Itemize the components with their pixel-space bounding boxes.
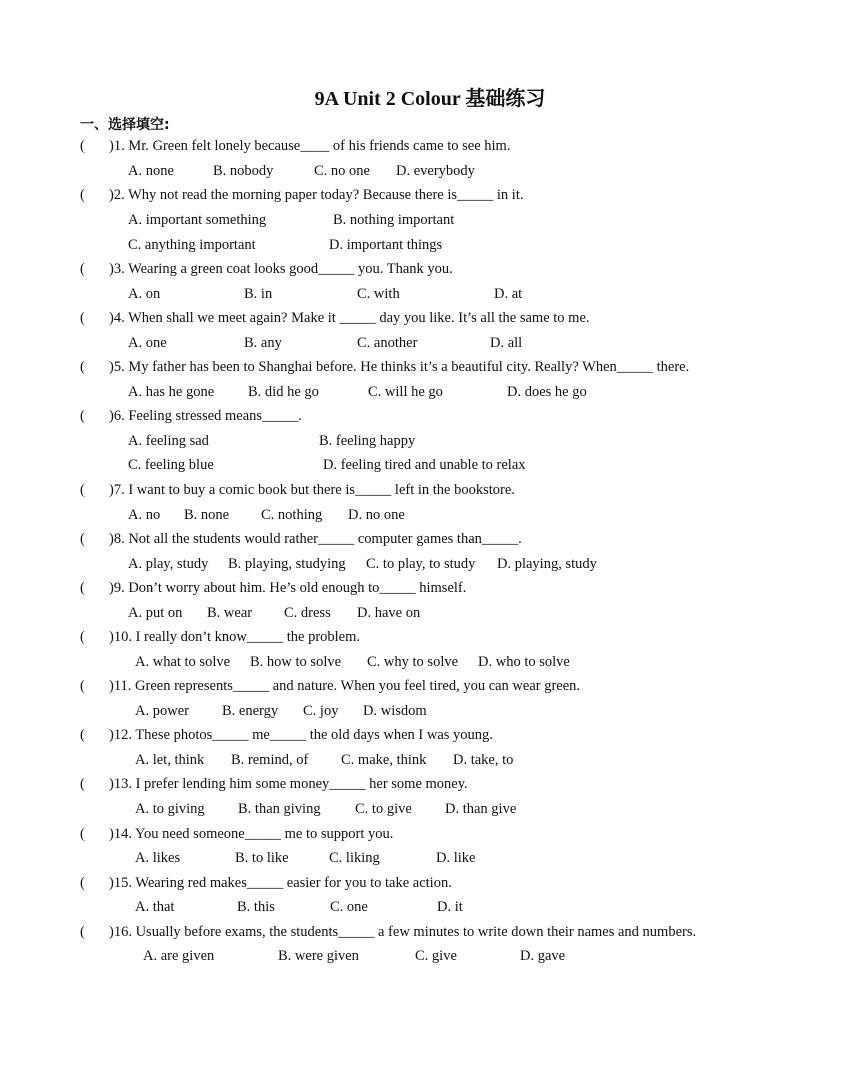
answer-bracket-14: ( — [80, 826, 85, 842]
question-text-5: )5. My father has been to Shanghai before. He thinks it’s a beautiful city. Really? When_____ there. — [109, 359, 690, 375]
question-2-option-d: D. important things — [329, 237, 443, 253]
question-2-option-c: C. anything important — [128, 237, 256, 253]
question-text-3: )3. Wearing a green coat looks good_____ you. Thank you. — [109, 261, 453, 277]
question-text-7: )7. I want to buy a comic book but there is_____ left in the bookstore. — [109, 482, 515, 498]
question-text-2: )2. Why not read the morning paper today? Because there is_____ in it. — [109, 187, 524, 203]
question-12-option-b: B. remind, of — [231, 752, 309, 768]
section-heading: 一、选择填空: — [80, 117, 170, 133]
question-4-option-a: A. one — [128, 335, 167, 351]
question-16-option-a: A. are given — [143, 948, 215, 964]
question-6-option-d: D. feeling tired and unable to relax — [323, 457, 526, 473]
answer-bracket-7: ( — [80, 482, 85, 498]
question-text-16: )16. Usually before exams, the students_____ a few minutes to write down their names and numbers. — [109, 924, 697, 940]
question-14-option-c: C. liking — [329, 850, 380, 866]
question-12-option-c: C. make, think — [341, 752, 427, 768]
question-1-option-d: D. everybody — [396, 163, 475, 179]
question-15-option-b: B. this — [237, 899, 275, 915]
question-12-option-d: D. take, to — [453, 752, 514, 768]
answer-bracket-16: ( — [80, 924, 85, 940]
question-6-option-a: A. feeling sad — [128, 433, 209, 449]
question-15-option-c: C. one — [330, 899, 368, 915]
answer-bracket-13: ( — [80, 776, 85, 792]
question-5-option-c: C. will he go — [368, 384, 443, 400]
question-8-option-a: A. play, study — [128, 556, 209, 572]
question-text-10: )10. I really don’t know_____ the problem. — [109, 629, 361, 645]
question-text-13: )13. I prefer lending him some money_____ her some money. — [109, 776, 468, 792]
question-text-4: )4. When shall we meet again? Make it _____ day you like. It’s all the same to me. — [109, 310, 590, 326]
answer-bracket-8: ( — [80, 531, 85, 547]
question-15-option-a: A. that — [135, 899, 175, 915]
question-7-option-a: A. no — [128, 507, 161, 523]
question-9-option-b: B. wear — [207, 605, 253, 621]
question-4-option-c: C. another — [357, 335, 418, 351]
question-5-option-a: A. has he gone — [128, 384, 215, 400]
question-14-option-d: D. like — [436, 850, 476, 866]
question-16-option-b: B. were given — [278, 948, 359, 964]
question-text-9: )9. Don’t worry about him. He’s old enough to_____ himself. — [109, 580, 467, 596]
question-text-1: )1. Mr. Green felt lonely because____ of his friends came to see him. — [109, 138, 511, 154]
answer-bracket-5: ( — [80, 359, 85, 375]
question-3-option-a: A. on — [128, 286, 161, 302]
question-10-option-b: B. how to solve — [250, 654, 342, 670]
question-16-option-d: D. gave — [520, 948, 566, 964]
answer-bracket-3: ( — [80, 261, 85, 277]
question-5-option-d: D. does he go — [507, 384, 587, 400]
question-10-option-d: D. who to solve — [478, 654, 570, 670]
question-10-option-a: A. what to solve — [135, 654, 231, 670]
question-7-option-c: C. nothing — [261, 507, 323, 523]
question-6-option-c: C. feeling blue — [128, 457, 214, 473]
question-13-option-b: B. than giving — [238, 801, 321, 817]
question-7-option-b: B. none — [184, 507, 230, 523]
question-8-option-b: B. playing, studying — [228, 556, 346, 572]
question-14-option-a: A. likes — [135, 850, 181, 866]
answer-bracket-4: ( — [80, 310, 85, 326]
question-5-option-b: B. did he go — [248, 384, 319, 400]
question-text-14: )14. You need someone_____ me to support you. — [109, 826, 394, 842]
question-9-option-c: C. dress — [284, 605, 331, 621]
question-1-option-a: A. none — [128, 163, 174, 179]
question-1-option-b: B. nobody — [213, 163, 274, 179]
question-text-11: )11. Green represents_____ and nature. When you feel tired, you can wear green. — [109, 678, 581, 694]
question-4-option-d: D. all — [490, 335, 523, 351]
question-1-option-c: C. no one — [314, 163, 370, 179]
question-9-option-d: D. have on — [357, 605, 421, 621]
question-12-option-a: A. let, think — [135, 752, 205, 768]
question-text-8: )8. Not all the students would rather_____ computer games than_____. — [109, 531, 522, 547]
question-2-option-b: B. nothing important — [333, 212, 455, 228]
worksheet-title: 9A Unit 2 Colour 基础练习 — [314, 88, 546, 110]
answer-bracket-1: ( — [80, 138, 85, 154]
question-3-option-c: C. with — [357, 286, 400, 302]
question-13-option-d: D. than give — [445, 801, 517, 817]
question-2-option-a: A. important something — [128, 212, 267, 228]
question-10-option-c: C. why to solve — [367, 654, 459, 670]
answer-bracket-9: ( — [80, 580, 85, 596]
question-8-option-d: D. playing, study — [497, 556, 597, 572]
question-text-6: )6. Feeling stressed means_____. — [109, 408, 302, 424]
question-13-option-c: C. to give — [355, 801, 412, 817]
question-6-option-b: B. feeling happy — [319, 433, 416, 449]
question-4-option-b: B. any — [244, 335, 282, 351]
answer-bracket-2: ( — [80, 187, 85, 203]
question-8-option-c: C. to play, to study — [366, 556, 476, 572]
question-7-option-d: D. no one — [348, 507, 405, 523]
question-14-option-b: B. to like — [235, 850, 289, 866]
answer-bracket-6: ( — [80, 408, 85, 424]
answer-bracket-15: ( — [80, 875, 85, 891]
question-9-option-a: A. put on — [128, 605, 183, 621]
question-3-option-d: D. at — [494, 286, 523, 302]
question-11-option-d: D. wisdom — [363, 703, 427, 719]
question-11-option-b: B. energy — [222, 703, 279, 719]
question-text-15: )15. Wearing red makes_____ easier for you to take action. — [109, 875, 452, 891]
question-11-option-c: C. joy — [303, 703, 339, 719]
question-16-option-c: C. give — [415, 948, 457, 964]
answer-bracket-10: ( — [80, 629, 85, 645]
question-3-option-b: B. in — [244, 286, 273, 302]
question-11-option-a: A. power — [135, 703, 189, 719]
question-text-12: )12. These photos_____ me_____ the old days when I was young. — [109, 727, 493, 743]
question-15-option-d: D. it — [437, 899, 463, 915]
question-13-option-a: A. to giving — [135, 801, 205, 817]
answer-bracket-11: ( — [80, 678, 85, 694]
answer-bracket-12: ( — [80, 727, 85, 743]
